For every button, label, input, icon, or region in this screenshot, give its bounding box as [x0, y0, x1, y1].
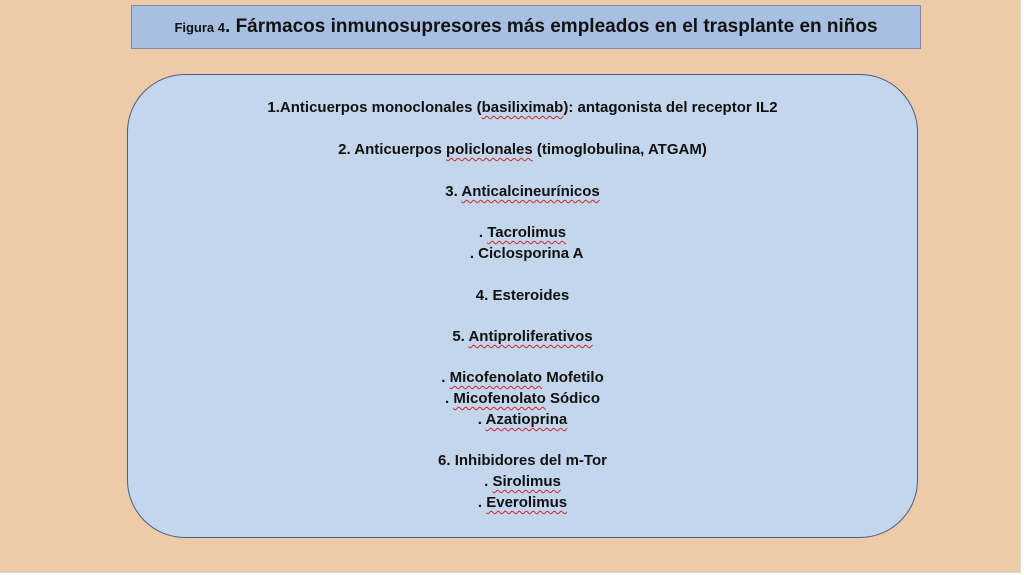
drug-subitem-tacrolimus: . Tacrolimus: [478, 224, 567, 241]
drug-list-box: [127, 74, 918, 538]
figure-title-box: [131, 5, 921, 49]
drug-subitem-micofenolato-sodico: . Micofenolato Sódico: [444, 390, 600, 407]
drug-subitem-micofenolato-mofetilo: . Micofenolato Mofetilo: [441, 369, 604, 386]
drug-item-1: 1.Anticuerpos monoclonales (basiliximab): antagonista del receptor IL2: [267, 99, 778, 116]
drug-subitem-azatioprina: . Azatioprina: [477, 411, 568, 428]
drug-subitem-everolimus: . Everolimus: [477, 494, 568, 511]
drug-subitem-sirolimus: . Sirolimus: [484, 473, 561, 490]
drug-item-5: 5. Antiproliferativos: [452, 328, 593, 345]
drug-item-6: 6. Inhibidores del m-Tor: [438, 452, 607, 469]
drug-item-2: 2. Anticuerpos policlonales (timoglobulina, ATGAM): [338, 141, 707, 158]
figure-label: Figura 4: [174, 19, 226, 35]
drug-item-3: 3. Anticalcineurínicos: [445, 183, 600, 200]
drug-item-4: 4. Esteroides: [475, 287, 570, 304]
drug-subitem-ciclosporina: . Ciclosporina A: [461, 245, 584, 262]
figure-title: . Fármacos inmunosupresores más empleados en el trasplante en niños: [225, 16, 878, 37]
